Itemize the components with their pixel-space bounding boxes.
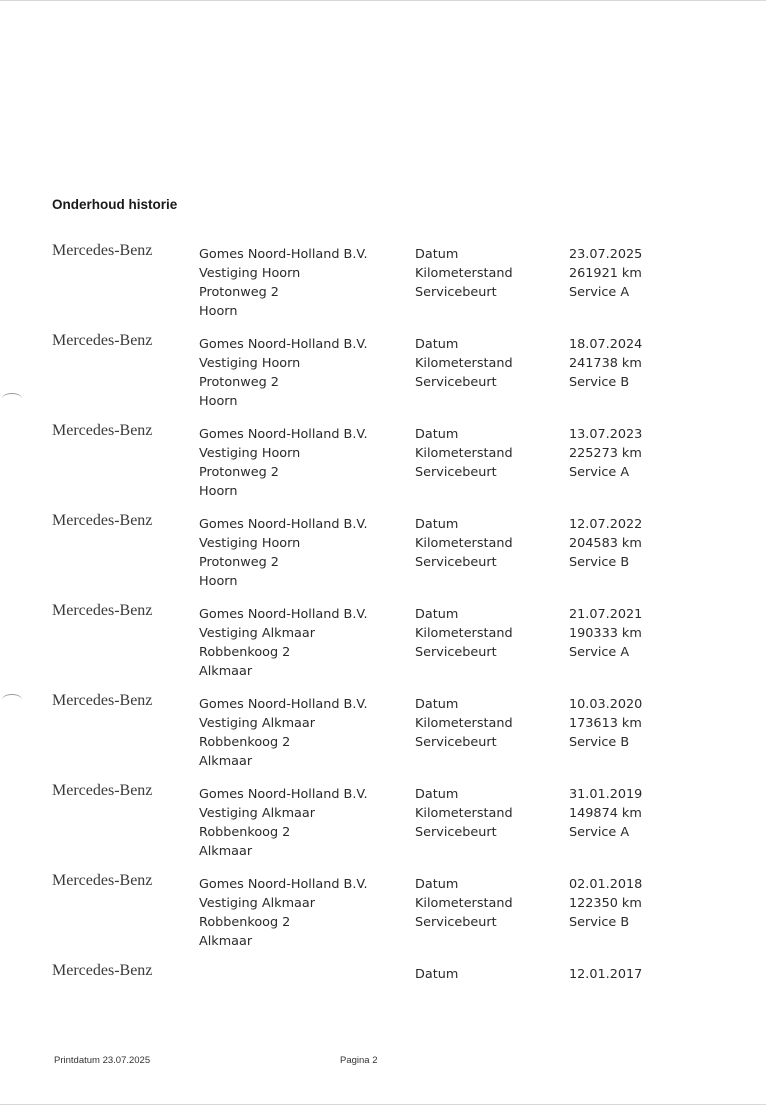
dealer-address-line: Gomes Noord-Holland B.V. <box>199 247 368 262</box>
service-label: Servicebeurt <box>415 555 497 570</box>
mileage-label: Kilometerstand <box>415 896 513 911</box>
service-value: Service B <box>569 375 630 390</box>
dealer-address-line: Vestiging Hoorn <box>199 446 301 461</box>
service-label: Servicebeurt <box>415 825 497 840</box>
service-value: Service A <box>569 465 630 480</box>
page-number: Pagina 2 <box>340 1055 378 1066</box>
mileage-value: 261921 km <box>569 266 642 281</box>
brand-name: Mercedes-Benz <box>52 872 153 889</box>
date-label: Datum <box>415 877 459 892</box>
dealer-address-line: Gomes Noord-Holland B.V. <box>199 877 368 892</box>
date-label: Datum <box>415 787 459 802</box>
date-value: 21.07.2021 <box>569 607 643 622</box>
dealer-address <box>199 875 399 951</box>
record-labels <box>415 245 555 302</box>
dealer-address <box>199 605 399 681</box>
dealer-address <box>199 335 399 411</box>
mileage-value: 173613 km <box>569 716 642 731</box>
dealer-address-line: Hoorn <box>199 304 238 319</box>
mileage-value: 241738 km <box>569 356 642 371</box>
date-value: 23.07.2025 <box>569 247 643 262</box>
mileage-label: Kilometerstand <box>415 266 513 281</box>
record-labels <box>415 785 555 842</box>
dealer-address-line: Vestiging Hoorn <box>199 536 301 551</box>
date-value: 02.01.2018 <box>569 877 643 892</box>
date-value: 12.07.2022 <box>569 517 643 532</box>
brand-name: Mercedes-Benz <box>52 782 153 799</box>
service-label: Servicebeurt <box>415 645 497 660</box>
service-record <box>0 422 766 515</box>
brand-name: Mercedes-Benz <box>52 332 153 349</box>
dealer-address-line: Alkmaar <box>199 664 253 679</box>
dealer-address-line: Hoorn <box>199 484 238 499</box>
mileage-label: Kilometerstand <box>415 626 513 641</box>
service-value: Service B <box>569 735 630 750</box>
service-value: Service A <box>569 285 630 300</box>
dealer-address-line: Robbenkoog 2 <box>199 735 291 750</box>
dealer-address-line: Protonweg 2 <box>199 555 279 570</box>
date-value: 31.01.2019 <box>569 787 643 802</box>
service-label: Servicebeurt <box>415 915 497 930</box>
service-value: Service B <box>569 555 630 570</box>
dealer-address-line: Vestiging Alkmaar <box>199 896 315 911</box>
date-label: Datum <box>415 517 459 532</box>
dealer-address-line: Protonweg 2 <box>199 465 279 480</box>
brand-name: Mercedes-Benz <box>52 602 153 619</box>
brand-name: Mercedes-Benz <box>52 962 153 979</box>
dealer-address-line: Hoorn <box>199 574 238 589</box>
service-record <box>0 782 766 875</box>
record-values <box>569 245 689 302</box>
record-labels <box>415 515 555 572</box>
service-history-list <box>0 242 766 1055</box>
page-top-border <box>0 0 766 1</box>
dealer-address-line: Robbenkoog 2 <box>199 645 291 660</box>
dealer-address <box>199 515 399 591</box>
mileage-value: 149874 km <box>569 806 642 821</box>
date-label: Datum <box>415 337 459 352</box>
record-labels <box>415 965 555 984</box>
record-values <box>569 515 689 572</box>
service-record <box>0 332 766 425</box>
mileage-label: Kilometerstand <box>415 716 513 731</box>
dealer-address <box>199 425 399 501</box>
dealer-address <box>199 785 399 861</box>
record-labels <box>415 605 555 662</box>
dealer-address-line: Vestiging Alkmaar <box>199 716 315 731</box>
dealer-address-line: Protonweg 2 <box>199 285 279 300</box>
date-label: Datum <box>415 427 459 442</box>
service-value: Service A <box>569 645 630 660</box>
dealer-address-line: Gomes Noord-Holland B.V. <box>199 517 368 532</box>
record-values <box>569 695 689 752</box>
mileage-label: Kilometerstand <box>415 356 513 371</box>
date-value: 18.07.2024 <box>569 337 643 352</box>
dealer-address-line: Gomes Noord-Holland B.V. <box>199 337 368 352</box>
dealer-address-line: Alkmaar <box>199 754 253 769</box>
dealer-address <box>199 245 399 321</box>
mileage-value: 190333 km <box>569 626 642 641</box>
service-record <box>0 872 766 965</box>
date-label: Datum <box>415 697 459 712</box>
section-title: Onderhoud historie <box>52 197 178 212</box>
date-value: 10.03.2020 <box>569 697 643 712</box>
service-value: Service A <box>569 825 630 840</box>
dealer-address-line: Protonweg 2 <box>199 375 279 390</box>
mileage-label: Kilometerstand <box>415 536 513 551</box>
date-label: Datum <box>415 607 459 622</box>
service-record <box>0 242 766 335</box>
record-values <box>569 965 689 984</box>
date-label: Datum <box>415 247 459 262</box>
mileage-label: Kilometerstand <box>415 806 513 821</box>
record-values <box>569 785 689 842</box>
service-label: Servicebeurt <box>415 735 497 750</box>
service-record <box>0 962 766 1055</box>
service-record <box>0 512 766 605</box>
record-labels <box>415 875 555 932</box>
dealer-address-line: Vestiging Alkmaar <box>199 806 315 821</box>
print-date: Printdatum 23.07.2025 <box>54 1055 151 1066</box>
dealer-address-line: Gomes Noord-Holland B.V. <box>199 427 368 442</box>
service-value: Service B <box>569 915 630 930</box>
dealer-address-line: Vestiging Hoorn <box>199 266 301 281</box>
record-labels <box>415 425 555 482</box>
record-values <box>569 875 689 932</box>
mileage-label: Kilometerstand <box>415 446 513 461</box>
dealer-address-line: Hoorn <box>199 394 238 409</box>
dealer-address-line: Gomes Noord-Holland B.V. <box>199 607 368 622</box>
date-label: Datum <box>415 967 459 982</box>
record-labels <box>415 695 555 752</box>
dealer-address-line: Alkmaar <box>199 844 253 859</box>
service-record <box>0 692 766 785</box>
dealer-address-line: Robbenkoog 2 <box>199 915 291 930</box>
dealer-address-line: Gomes Noord-Holland B.V. <box>199 697 368 712</box>
brand-name: Mercedes-Benz <box>52 422 153 439</box>
dealer-address-line: Vestiging Hoorn <box>199 356 301 371</box>
mileage-value: 225273 km <box>569 446 642 461</box>
brand-name: Mercedes-Benz <box>52 242 153 259</box>
mileage-value: 204583 km <box>569 536 642 551</box>
mileage-value: 122350 km <box>569 896 642 911</box>
record-values <box>569 605 689 662</box>
service-label: Servicebeurt <box>415 465 497 480</box>
dealer-address <box>199 695 399 771</box>
record-values <box>569 335 689 392</box>
record-values <box>569 425 689 482</box>
dealer-address-line: Vestiging Alkmaar <box>199 626 315 641</box>
page-bottom-border <box>0 1104 766 1105</box>
date-value: 13.07.2023 <box>569 427 643 442</box>
dealer-address-line: Gomes Noord-Holland B.V. <box>199 787 368 802</box>
dealer-address-line: Robbenkoog 2 <box>199 825 291 840</box>
service-label: Servicebeurt <box>415 375 497 390</box>
date-value: 12.01.2017 <box>569 967 643 982</box>
brand-name: Mercedes-Benz <box>52 512 153 529</box>
service-record <box>0 602 766 695</box>
service-label: Servicebeurt <box>415 285 497 300</box>
dealer-address-line: Alkmaar <box>199 934 253 949</box>
brand-name: Mercedes-Benz <box>52 692 153 709</box>
record-labels <box>415 335 555 392</box>
